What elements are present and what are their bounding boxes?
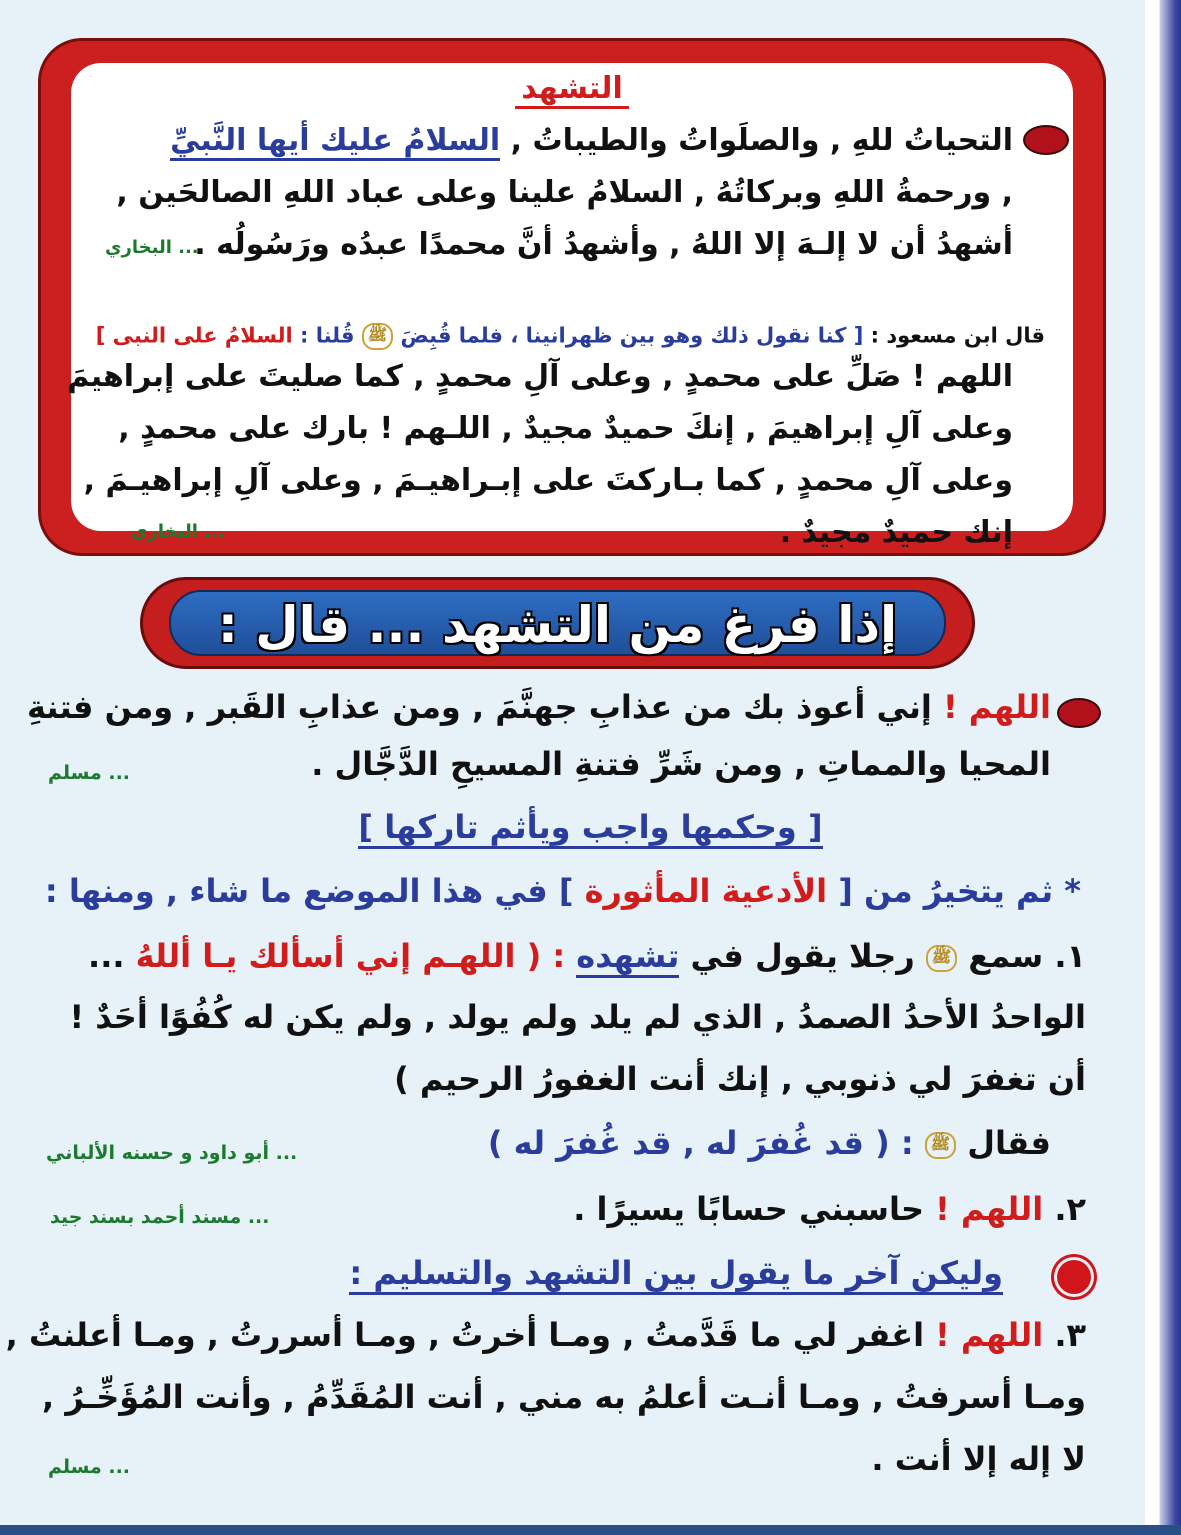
source-ahmad: ... مسند أحمد بسند جيد <box>50 1206 270 1228</box>
dua-3-line-1: ٣. اللهم ! اغفر لي ما قَدَّمتُ , ومـا أخرتُ , ومـا أسررتُ , ومـا أعلنتُ , <box>5 1316 1086 1354</box>
dua-2: ٢. اللهم ! حاسبني حسابًا يسيرًا . <box>573 1190 1086 1228</box>
tashahhud-frame <box>38 38 1106 556</box>
starburst-icon <box>1057 1260 1091 1294</box>
dua-3-line-2: ومـا أسرفتُ , ومـا أنـت أعلمُ به مني , أنت المُقَدِّمُ , وأنت المُؤَخِّـرُ , <box>42 1378 1086 1416</box>
text-line-8: إنك حميدٌ مجيدٌ . <box>779 515 1013 550</box>
text-line-6: وعلى آلِ إبراهيمَ , إنكَ حميدٌ مجيدٌ , اللـهم ! بارك على محمدٍ , <box>118 411 1013 446</box>
ibn-masud-narration: قال ابن مسعود : [ كنا نقول ذلك وهو بين ظهرانينا ، فلما قُبِضَ ﷺ قُلنا : السلامُ على النبى ] <box>81 323 1045 350</box>
section-title: التشهد <box>71 71 1073 106</box>
dua-1-reply: فقال ﷺ : ( قد غُفرَ له , قد غُفرَ له ) <box>487 1124 1051 1162</box>
source-muslim-1: ... مسلم <box>48 762 131 784</box>
dua-1-line-3: أن تغفرَ لي ذنوبي , إنك أنت الغفورُ الرحيم ) <box>394 1060 1086 1098</box>
source-muslim-2: ... مسلم <box>48 1456 131 1478</box>
text-line-2: , ورحمةُ اللهِ وبركاتُهُ , السلامُ علينا وعلى عباد اللهِ الصالحَين , <box>116 175 1013 210</box>
bullet-icon <box>1023 125 1069 155</box>
ruling-note: [ وحكمها واجب ويأثم تاركها ] <box>0 808 1181 846</box>
heading-text: إذا فرغ من التشهد ... قال : <box>169 590 946 656</box>
dua-line-1: اللهم ! إني أعوذ بك من عذابِ جهنَّمَ , ومن عذابِ القَبر , ومن فتنةِ <box>27 688 1051 726</box>
dua-line-2: المحيا والمماتِ , ومن شَرِّ فتنةِ المسيحِ الدَّجَّال . <box>311 745 1051 783</box>
last-dua-heading: وليكن آخر ما يقول بين التشهد والتسليم : <box>40 1254 1003 1292</box>
salawat-seal-icon: ﷺ <box>925 1132 956 1159</box>
highlight-salam: السلامُ عليك أيها النَّبيِّ <box>170 123 500 161</box>
right-edge-strip <box>1145 0 1181 1535</box>
choose-line: * ثم يتخيرُ من [ الأدعية المأثورة ] في هذا الموضع ما شاء , ومنها : <box>44 872 1081 910</box>
heading-banner <box>140 577 975 669</box>
text-line-3: أشهدُ أن لا إلـهَ إلا اللهُ , وأشهدُ أنَّ محمدًا عبدُه ورَسُولُه . <box>194 227 1013 262</box>
bullet-icon <box>1057 698 1101 728</box>
source-bukhari-1: ... البخاري <box>105 237 199 258</box>
source-abu-dawud: ... أبو داود و حسنه الألباني <box>46 1142 298 1164</box>
source-bukhari-2: ... البخاري <box>131 521 225 542</box>
dua-1-line-2: الواحدُ الأحدُ الصمدُ , الذي لم يلد ولم يولد , ولم يكن له كُفُوًا أحَدٌ ! <box>69 998 1086 1036</box>
text-line-7: وعلى آلِ محمدٍ , كما بـاركتَ على إبـراهيـمَ , وعلى آلِ إبراهيـمَ , <box>83 463 1013 498</box>
salawat-seal-icon: ﷺ <box>926 945 957 972</box>
dua-3-line-3: لا إله إلا أنت . <box>871 1440 1086 1478</box>
dua-1-line-1: ١. سمع ﷺ رجلا يقول في تشهده : ( اللهـم إني أسألك يـا أللهُ ... <box>40 937 1086 975</box>
bottom-strip <box>0 1525 1181 1535</box>
salawat-seal-icon: ﷺ <box>362 323 393 350</box>
text-line-1: التحياتُ للهِ , والصلَواتُ والطيباتُ , السلامُ عليك أيها النَّبيِّ <box>91 123 1013 158</box>
tashahhud-box <box>67 63 1073 550</box>
text-line-5: اللهم ! صَلِّ على محمدٍ , وعلى آلِ محمدٍ , كما صليتَ على إبراهيمَ <box>67 359 1013 394</box>
